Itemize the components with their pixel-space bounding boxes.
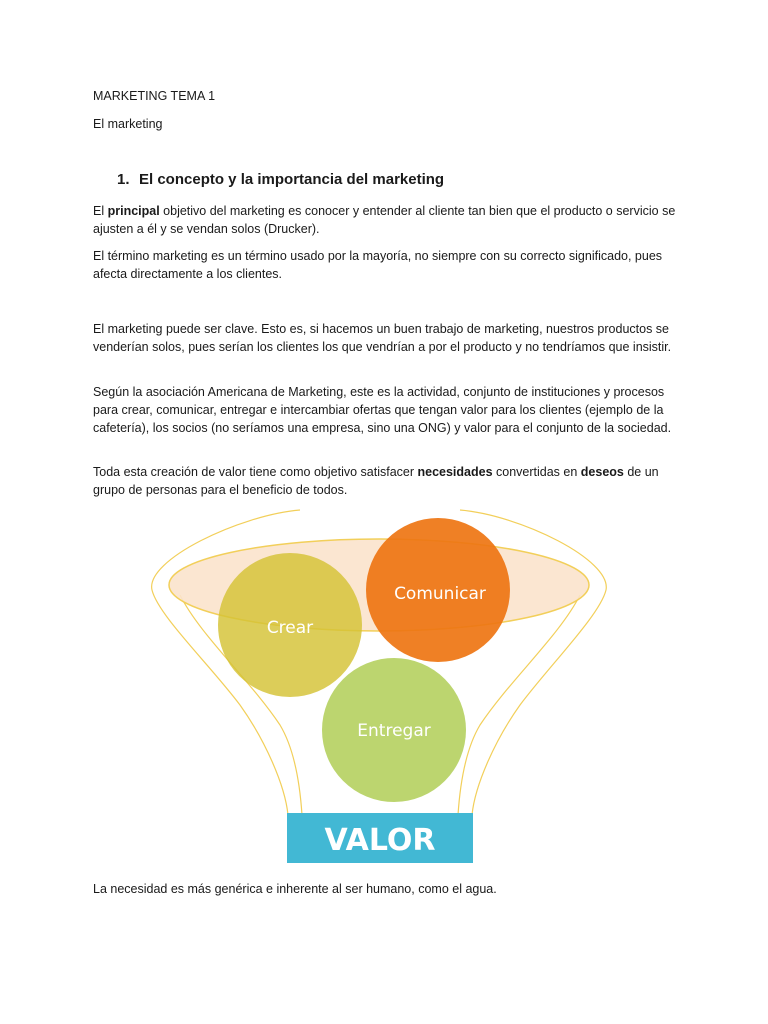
paragraph-5-text-start: Toda esta creación de valor tiene como objetivo satisfacer (93, 465, 418, 479)
circle-label-entregar: Entregar (357, 721, 431, 741)
circle-label-crear: Crear (266, 618, 314, 638)
paragraph-2-text: El término marketing es un término usado por la mayoría, no siempre con su correcto significado, pues afecta directamente a los clientes. (93, 249, 663, 281)
value-funnel-diagram (150, 505, 610, 870)
paragraph-6: La necesidad es más genérica e inherente al ser humano, como el agua. (93, 882, 497, 896)
valor-label: VALOR (324, 823, 436, 858)
section-heading (117, 171, 444, 188)
paragraph-1-text-end: objetivo del marketing es conocer y entender al cliente tan bien que el producto o servicio se ajusten a él y se vendan solos (Drucker). (93, 204, 676, 236)
paragraph-5-text-middle: convertidas en (492, 465, 581, 479)
paragraph-5-text-end: de un grupo de personas para el beneficio de todos. (93, 465, 659, 497)
emphasis-principal: principal (107, 204, 160, 218)
paragraph-3-text: El marketing puede ser clave. Esto es, si hacemos un buen trabajo de marketing, nuestros productos se venderían solos, pues serían los clientes los que vendrían a por el producto y no tendríamos que insistir. (93, 322, 672, 354)
circle-label-comunicar: Comunicar (394, 584, 486, 604)
section-title: El concepto y la importancia del marketing (139, 171, 445, 188)
emphasis-necesidades: necesidades (417, 465, 493, 479)
document-header-title: MARKETING TEMA 1 (93, 89, 216, 103)
section-number: 1. (117, 171, 130, 188)
emphasis-deseos: deseos (580, 465, 624, 479)
paragraph-4-text: Según la asociación Americana de Marketing, este es la actividad, conjunto de instituciones y procesos para crear, comunicar, entregar e intercambiar ofertas que tengan valor para los clientes (ejemplo de la cafetería), los socios (no seríamos una empresa, sino una ONG) y valor para el conjunto de la sociedad. (93, 385, 672, 435)
paragraph-2 (93, 247, 683, 283)
paragraph-4 (93, 383, 683, 437)
paragraph-1-text-start: El (93, 204, 108, 218)
paragraph-3 (93, 320, 683, 356)
paragraph-5 (93, 463, 683, 499)
document-subtitle: El marketing (93, 117, 163, 131)
paragraph-1 (93, 202, 683, 238)
